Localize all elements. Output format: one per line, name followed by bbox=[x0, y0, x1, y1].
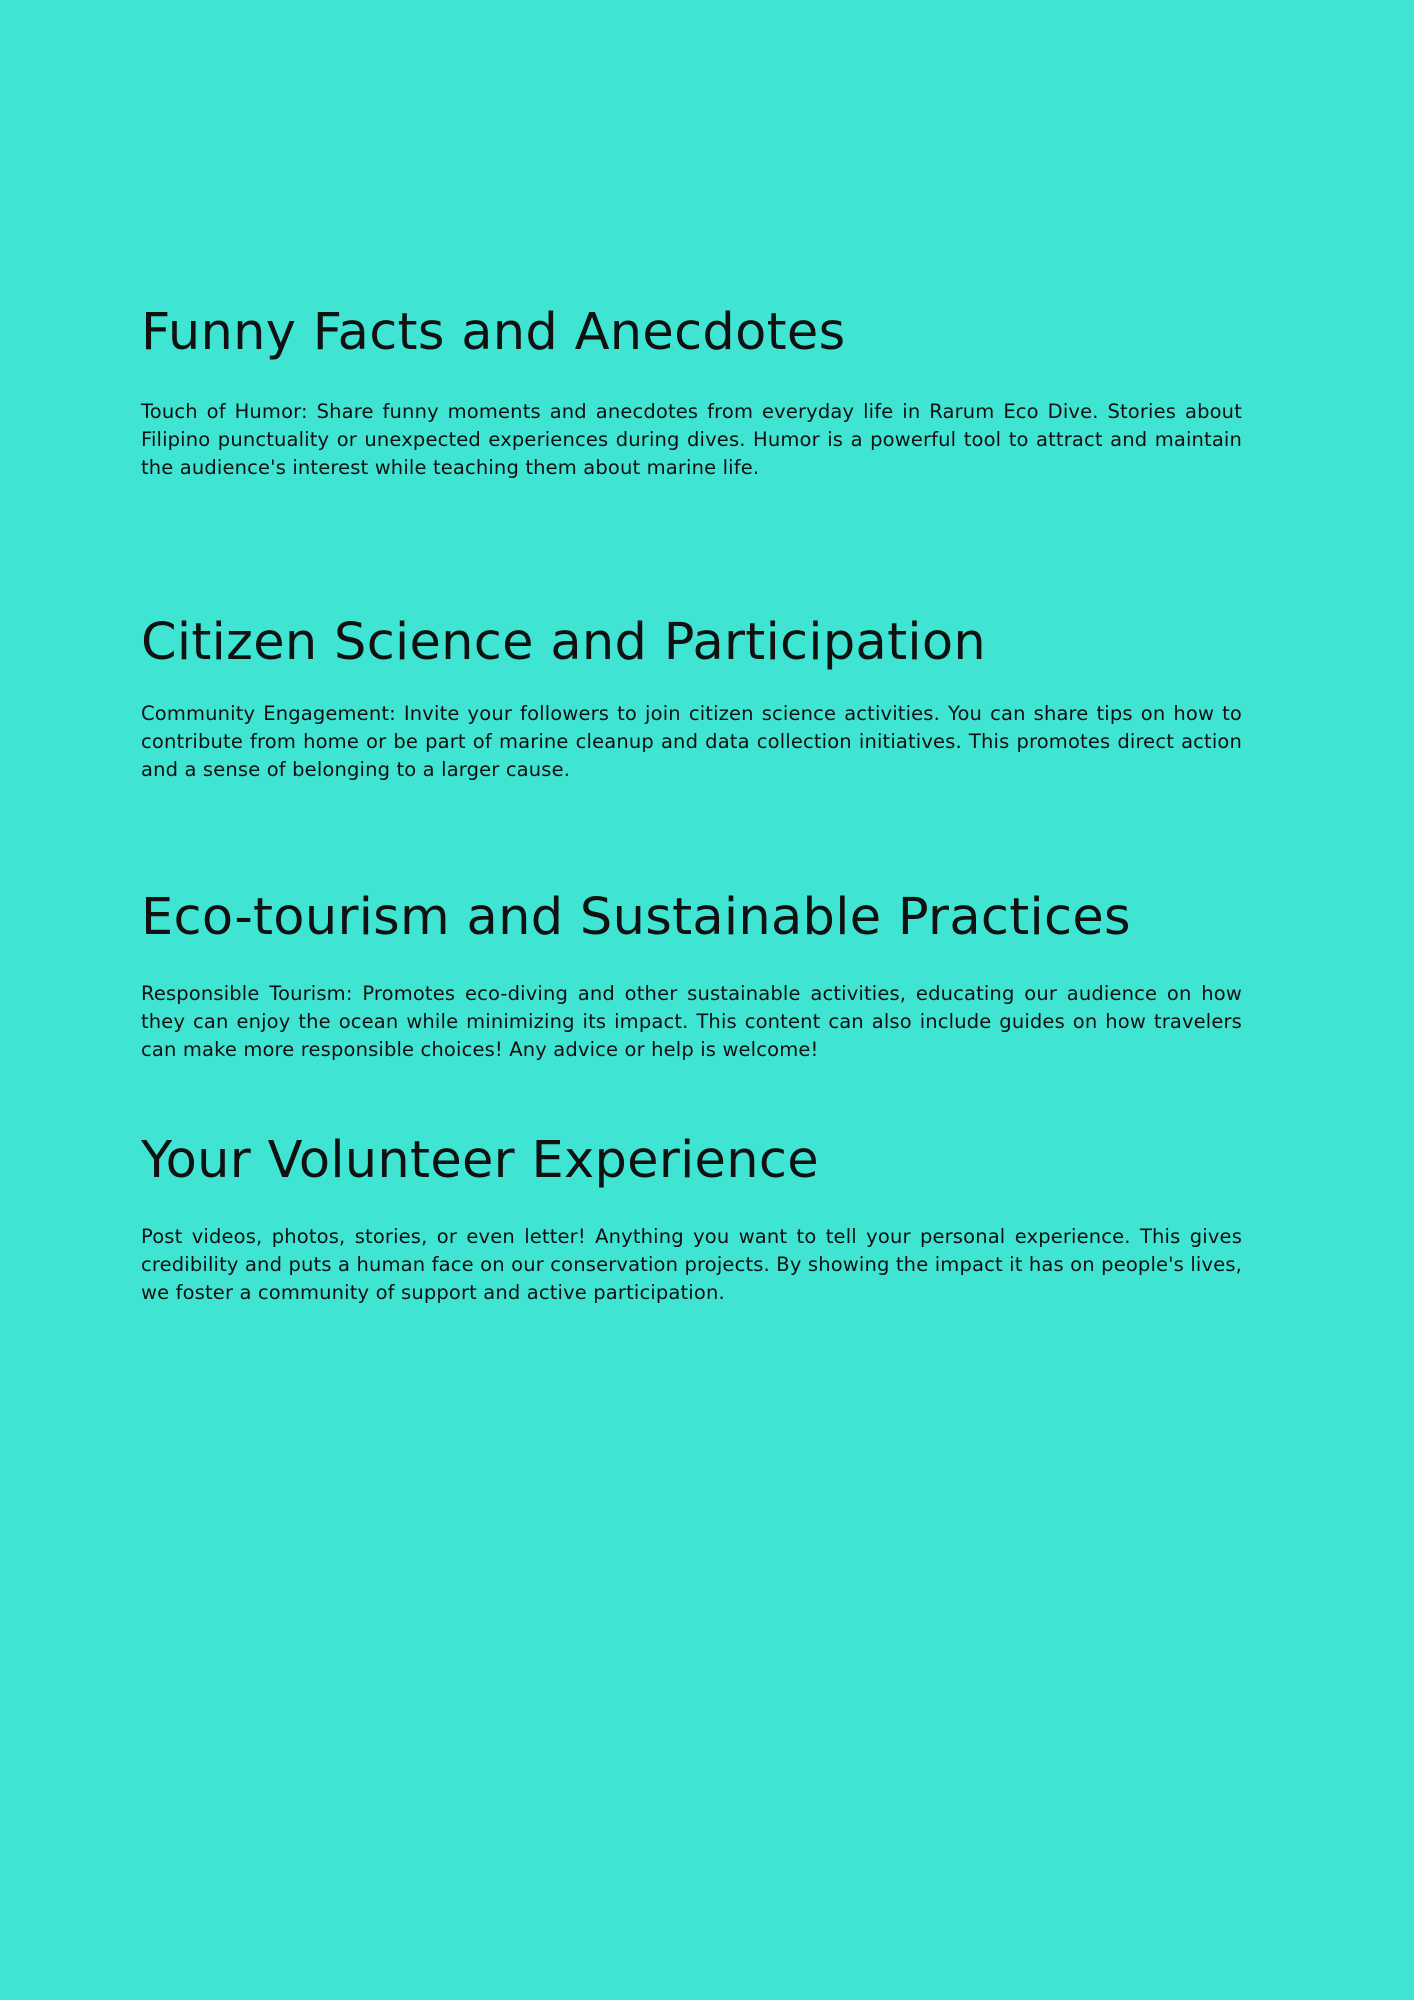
section-heading: Your Volunteer Experience bbox=[141, 1131, 819, 1190]
section-body: Touch of Humor: Share funny moments and anecdotes from everyday life in Rarum Eco Dive. Stories about Filipino punctuality or unexpected experiences during dives. Humor is a powerful tool to attract and maintain the audience's interest while teaching them about marine life. bbox=[141, 400, 1242, 479]
section-heading: Citizen Science and Participation bbox=[141, 613, 986, 672]
section-body: Post videos, photos, stories, or even letter! Anything you want to tell your personal experience. This gives credibility and puts a human face on our conservation projects. By showing the impact it has on people's lives, we foster a community of support and active participation. bbox=[141, 1225, 1242, 1304]
section-volunteer-experience bbox=[141, 1131, 1242, 1307]
section-funny-facts bbox=[141, 303, 1242, 482]
section-heading: Funny Facts and Anecdotes bbox=[141, 303, 846, 362]
section-body: Responsible Tourism: Promotes eco-diving and other sustainable activities, educating our audience on how they can enjoy the ocean while minimizing its impact. This content can also include guides on how travelers can make more responsible choices! Any advice or help is welcome! bbox=[141, 982, 1242, 1061]
section-body: Community Engagement: Invite your followers to join citizen science activities. You can share tips on how to contribute from home or be part of marine cleanup and data collection initiatives. This promotes direct action and a sense of belonging to a larger cause. bbox=[141, 702, 1242, 781]
section-citizen-science bbox=[141, 613, 1242, 784]
section-heading: Eco-tourism and Sustainable Practices bbox=[141, 888, 1131, 947]
section-eco-tourism bbox=[141, 888, 1242, 1064]
